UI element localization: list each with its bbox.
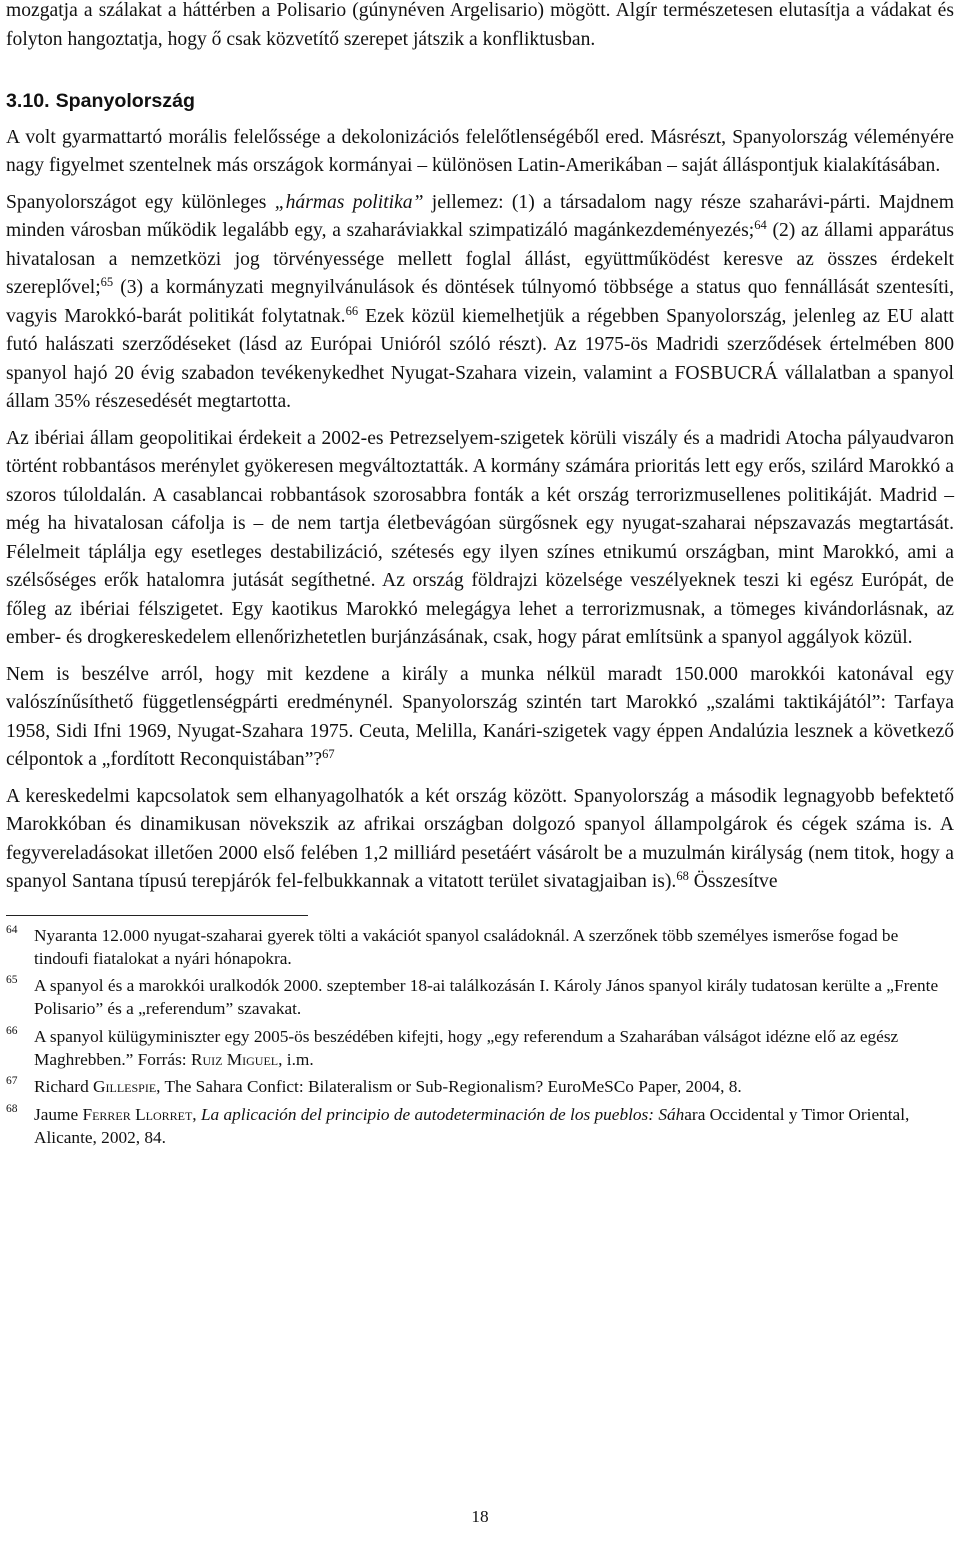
footnote-author: Ruiz Miguel [190,1049,279,1069]
section-heading [6,87,954,116]
footnote-66 [6,1025,954,1072]
body-text [6,0,954,897]
footnote-ref-66[interactable]: 66 [345,303,359,318]
footnote-number: 64 [6,923,18,936]
footnote-number: 65 [6,974,18,987]
section-number: 3.10. [6,90,50,112]
footnote-65 [6,974,954,1021]
footnote-divider [6,915,308,916]
text-run: Nem is beszélve arról, hogy mit kezdene a király a munka nélkül maradt 150.000 marokkói katonával egy valószínűsíthető függetlenségpárti eredménynél. Spanyolország szintén tart Marokkó „szalámi taktikájától”: Tarfaya 1958, Sidi Ifni 1969, Nyugat-Szahara 1975. Ceuta, Melilla, Kanári-szigetek vagy éppen Andalúzia lesznek a következő célpontok a „fordított Reconquistában”? [6,663,954,770]
footnotes [6,924,954,1150]
text-run: Spanyolországot egy különleges [6,191,275,213]
footnote-68 [6,1103,954,1150]
text-run: Ezek közül kiemelhetjük a régebben Spanyolország, jelenleg az EU alatt futó halászati szerződéseket (lásd az Európai Unióról szóló részt). Az 1975-ös Madridi szerződések értelmében 800 spanyol hajó 20 évig szabadon tevékenykedhet Nyugat-Szahara vizein, valamint a FOSBUCRÁ vállalatban a spanyol állam 35% részesedését megtartotta. [6,305,954,412]
section-title: Spanyolország [55,90,195,112]
text-run: jellemez: (1) a társadalom nagy része szaharávi-párti. Majdnem minden városban működik legalább egy, a szaharáviakkal szimpatizáló magánkezdeményezés; [6,191,954,241]
footnote-ref-65[interactable]: 65 [100,275,114,289]
footnote-author: Gillespie [93,1077,157,1097]
footnote-text: Jaume [34,1104,83,1124]
footnote-text: Richard [34,1077,94,1097]
italic-phrase: „hármas politika” [274,191,424,213]
footnote-text: , The Sahara Confict: Bilateralism or Sub-Regionalism? EuroMeSCo Paper, 2004, 8. [156,1077,742,1097]
footnote-67 [6,1075,954,1098]
paragraph-1: A volt gyarmattartó morális felelőssége a dekolonizációs felelőtlenségéből ered. Másrészt, Spanyolország véleményére nagy figyelmet szentelnek más országok kormányai – különösen Latin-Amerikában – saját álláspontjuk kialakításában. [6,126,954,176]
paragraph-continuation: mozgatja a szálakat a háttérben a Polisario (gúnynéven Argelisario) mögött. Algír természetesen elutasítja a vádakat és folyton hangoztatja, hogy ő csak közvetítő szerepet játszik a konfliktusban. [6,0,954,50]
footnote-text: , i.m. [278,1049,314,1069]
footnote-ref-68[interactable]: 68 [676,869,689,883]
footnote-64 [6,924,954,971]
footnote-text: A spanyol külügyminiszter egy 2005-ös beszédében kifejti, hogy „egy referendum a Szaharában válságot idézne elő az egész Maghrebben.” Forrás: [34,1026,899,1069]
footnote-ref-67[interactable]: 67 [322,747,335,761]
paragraph-5 [6,783,954,897]
footnote-number: 67 [6,1075,18,1088]
footnote-number: 68 [6,1102,18,1115]
text-run: (2) az állami apparátus hivatalosan a nemzetközi jog törvényessége mellett foglal állást, együttműködést keresve az összes érdekelt szereplővel; [6,220,954,298]
footnote-text: Nyaranta 12.000 nyugat-szaharai gyerek tölti a vakációt spanyol családoknál. A szerzőnek több személyes ismerőse fogad be tindoufi fiatalokat a nyári hónapokra. [34,925,899,968]
footnote-number: 66 [6,1024,18,1037]
page-number: 18 [471,1507,489,1526]
paragraph-2 [6,189,954,417]
footnote-italic-title: La aplicación del principio de autodeterminación de los pueblos: Sáh [200,1104,685,1124]
text-run: A kereskedelmi kapcsolatok sem elhanyagolhatók a két ország között. Spanyolország a második legnagyobb befektető Marokkóban és dinamikusan növekszik az afrikai országban dolgozó spanyol állampolgárok és cégek száma is. A fegyvereladásokat illetően 2000 első felében 1,2 milliárd pesetáért vásárolt be a muzulmán királyság (nem titok, hogy a spanyol Santana típusú terepjárók fel-felbukkannak a vitatott terület sivatagjaiban is). [6,785,954,892]
text-run: Összesítve [688,871,778,892]
footnote-author: Ferrer Llorret [82,1104,193,1124]
footnote-ref-64[interactable]: 64 [754,218,767,232]
paragraph-3: Az ibériai állam geopolitikai érdekeit a 2002-es Petrezselyem-szigetek körüli viszály és a madridi Atocha pályaudvaron történt robbantásos merénylet gyökeresen megváltoztatták. A kormány számára prioritás lett egy erős, szilárd Marokkó a szoros túloldalán. A casablancai robbantások szorosabbra fonták a két ország terrorizmusellenes politikáját. Madrid – még ha hivatalosan cáfolja is – de nem tartja életbevágóan sürgősnek egy nyugat-szaharai népszavazás megtartását. Félelmeit táplálja egy esetleges destabilizáció, szétesés egy ilyen színes etnikumú országban, mint Marokkó, ami a szélsőséges erők hatalomra jutását segíthetné. Az ország földrajzi közelsége veszélyeknek teszi ki egész Európát, de főleg az ibériai félszigetet. Egy kaotikus Marokkó melegágya lehet a terrorizmusnak, a tömeges kivándorlásnak, az ember- és drogkereskedelem ellenőrizhetetlen burjánzásának, csak, hogy párat említsünk a spanyol aggályok közül. [6,427,954,648]
footnote-text: ara Occidental y Timor Oriental, Alicante, 2002, 84. [34,1104,910,1147]
footnote-text: , [192,1104,201,1124]
paragraph-4 [6,661,954,775]
text-run: (3) a kormányzati megnyilvánulások és döntések túlnyomó többsége a status quo fennállását szentesíti, vagyis Marokkó-barát politikát folytatnak. [6,277,954,327]
footnote-text: A spanyol és a marokkói uralkodók 2000. szeptember 18-ai találkozásán I. Károly János spanyol király tudatosan kerülte a „Frente Polisario” és a „referendum” szavakat. [34,976,939,1019]
